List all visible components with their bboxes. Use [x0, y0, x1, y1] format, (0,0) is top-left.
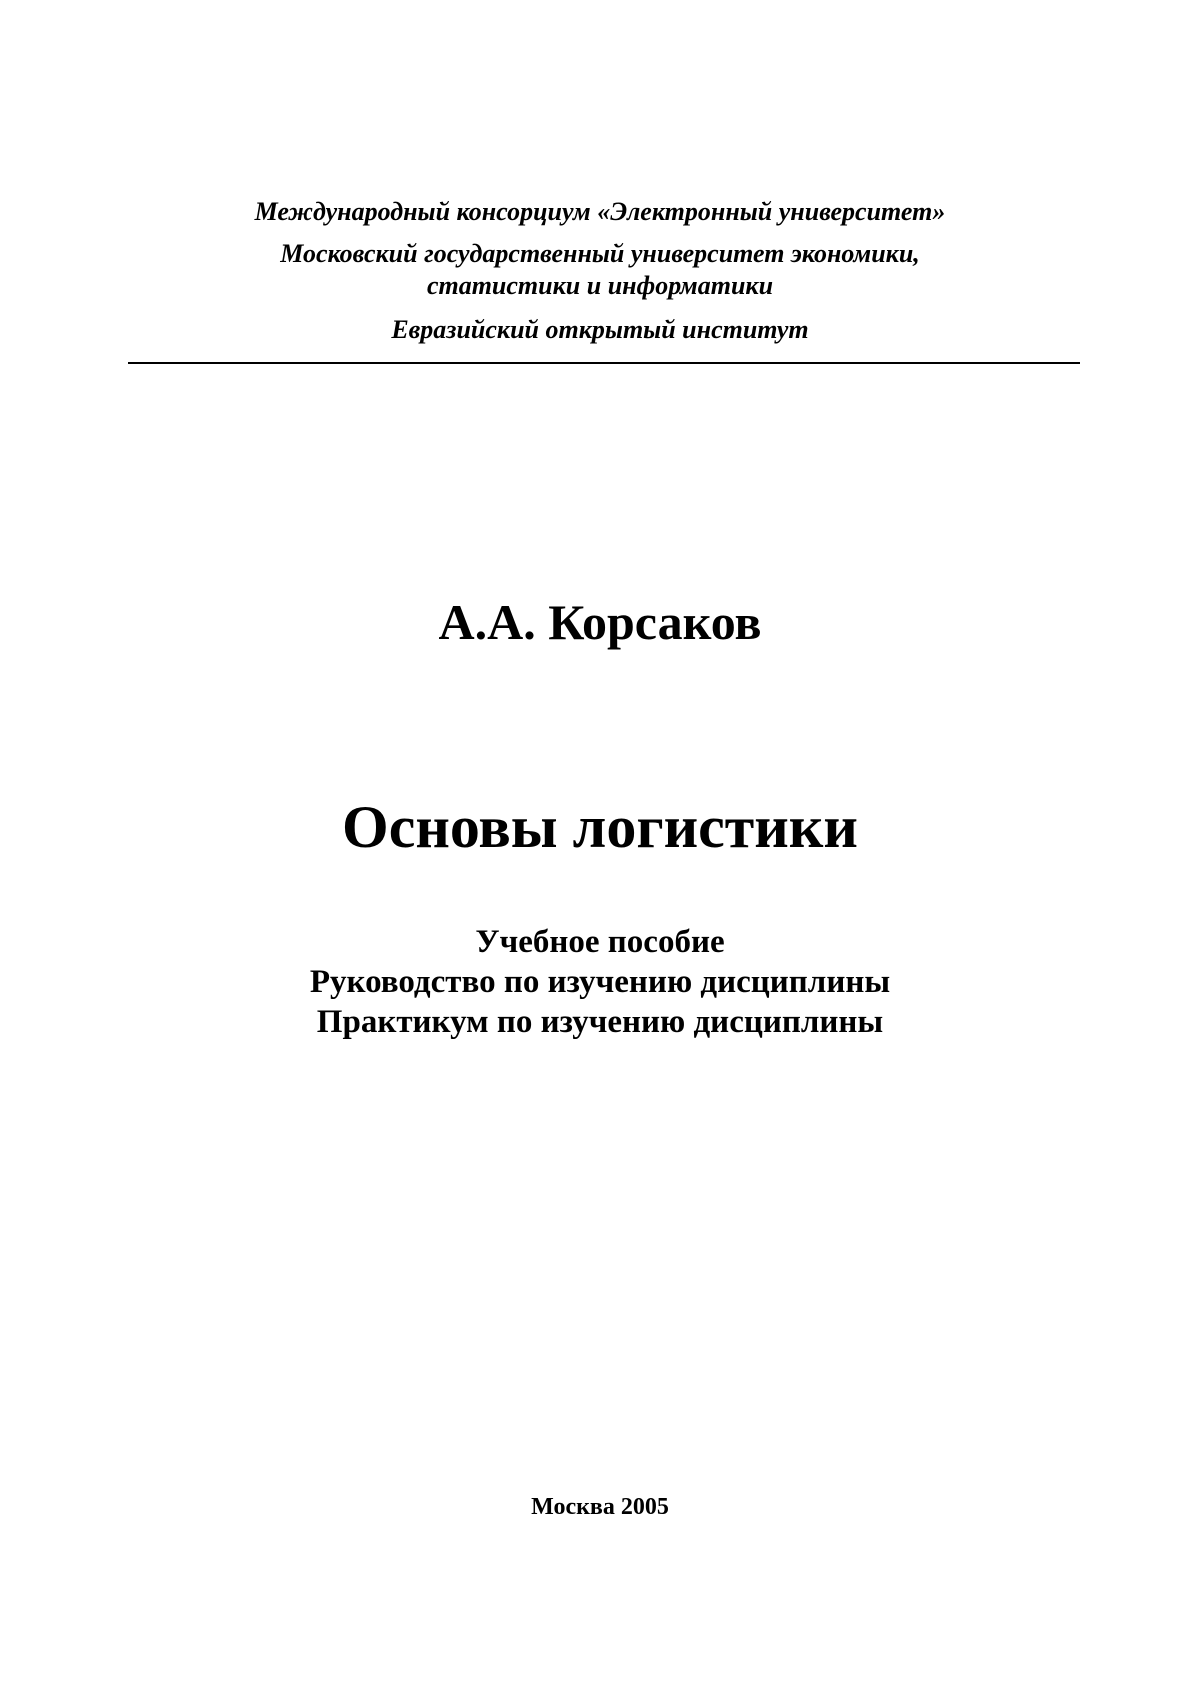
subtitle-practicum: Практикум по изучению дисциплины	[316, 1004, 884, 1040]
publisher-header	[0, 196, 1200, 346]
subtitle-textbook: Учебное пособие	[475, 924, 725, 960]
institute-name: Евразийский открытый институт	[391, 315, 809, 344]
header-divider	[128, 362, 1080, 364]
imprint-city-year: Москва 2005	[531, 1494, 669, 1520]
book-subtitles	[0, 922, 1200, 1042]
university-name-line-2: статистики и информатики	[426, 271, 774, 300]
subtitle-study-guide: Руководство по изучению дисциплины	[309, 964, 891, 1000]
university-name-line-1: Московский государственный университет экономики,	[280, 239, 920, 268]
book-title: Основы логистики	[342, 794, 858, 860]
consortium-name: Международный консорциум «Электронный университет»	[254, 197, 946, 226]
author-name: А.А. Корсаков	[438, 594, 762, 650]
